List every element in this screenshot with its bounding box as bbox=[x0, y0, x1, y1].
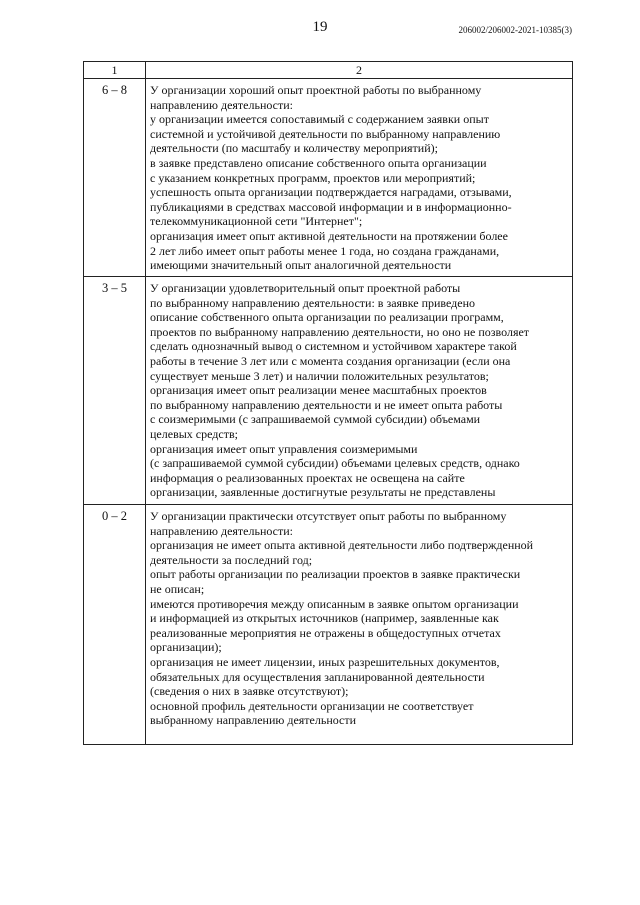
column-header-1: 1 bbox=[84, 62, 146, 79]
description-line: организация имеет опыт реализации менее масштабных проектов bbox=[150, 383, 487, 398]
description-line: и информацией из открытых источников (например, заявленные как bbox=[150, 611, 499, 626]
score-cell: 3 – 5 bbox=[84, 277, 146, 505]
description-line: работы в течение 3 лет или с момента создания организации (если она bbox=[150, 353, 511, 368]
description-line: существует меньше 3 лет) и наличии положительных результатов; bbox=[150, 368, 489, 383]
description-line: (с запрашиваемой суммой субсидии) объемами целевых средств, однако bbox=[150, 456, 520, 471]
criteria-table bbox=[83, 61, 573, 745]
description-line: организация имеет опыт активной деятельности на протяжении более bbox=[150, 228, 508, 243]
table-row bbox=[84, 277, 573, 505]
description-line: организации, заявленные достигнутые результаты не представлены bbox=[150, 485, 496, 500]
document-code: 206002/206002-2021-10385(3) bbox=[458, 25, 572, 35]
score-cell: 0 – 2 bbox=[84, 505, 146, 745]
description-line: выбранному направлению деятельности bbox=[150, 713, 357, 728]
table-row bbox=[84, 79, 573, 277]
description-line: информация о реализованных проектах не освещена на сайте bbox=[150, 470, 465, 485]
description-cell bbox=[146, 277, 573, 505]
description-line: в заявке представлено описание собственного опыта организации bbox=[150, 155, 487, 170]
description-line: направлению деятельности: bbox=[150, 97, 293, 112]
description-line: У организации удовлетворительный опыт проектной работы bbox=[150, 281, 461, 295]
description-line: у организации имеется сопоставимый с содержанием заявки опыт bbox=[150, 112, 489, 127]
description-line: имеющими значительный опыт аналогичной деятельности bbox=[150, 258, 452, 273]
description-cell bbox=[146, 505, 573, 745]
description-line: с соизмеримыми (с запрашиваемой суммой субсидии) объемами bbox=[150, 412, 481, 427]
description-line: деятельности (по масштабу и количеству мероприятий); bbox=[150, 141, 438, 156]
description-line: деятельности за последний год; bbox=[150, 552, 313, 567]
description-line: организация имеет опыт управления соизмеримыми bbox=[150, 441, 418, 456]
description-line: по выбранному направлению деятельности: в заявке приведено bbox=[150, 295, 476, 310]
description-line: 2 лет либо имеет опыт работы менее 1 года, но создана гражданами, bbox=[150, 243, 500, 258]
page-number: 19 bbox=[312, 19, 328, 35]
description-line: основной профиль деятельности организации не соответствует bbox=[150, 698, 474, 713]
description-line: организации); bbox=[150, 640, 222, 655]
description-line: с указанием конкретных программ, проектов или мероприятий; bbox=[150, 170, 476, 185]
description-line: описание собственного опыта организации по реализации программ, bbox=[150, 310, 504, 325]
description-line: системной и устойчивой деятельности по выбранному направлению bbox=[150, 126, 501, 141]
description-line: реализованные мероприятия не отражены в общедоступных отчетах bbox=[150, 625, 501, 640]
description-line: целевых средств; bbox=[150, 426, 238, 441]
description-line: У организации хороший опыт проектной работы по выбранному bbox=[150, 83, 482, 97]
description-line: проектов по выбранному направлению деятельности, но оно не позволяет bbox=[150, 324, 530, 339]
score-cell: 6 – 8 bbox=[84, 79, 146, 277]
column-header-2: 2 bbox=[146, 62, 573, 79]
description-line: не описан; bbox=[150, 581, 205, 596]
description-line: опыт работы организации по реализации проектов в заявке практически bbox=[150, 567, 521, 582]
table-row bbox=[84, 505, 573, 745]
description-line: по выбранному направлению деятельности и не имеет опыта работы bbox=[150, 397, 503, 412]
description-line: сделать однозначный вывод о системном и устойчивом характере такой bbox=[150, 339, 517, 354]
description-line: (сведения о них в заявке отсутствуют); bbox=[150, 684, 349, 699]
description-line: организация не имеет опыта активной деятельности либо подтвержденной bbox=[150, 538, 534, 553]
description-cell bbox=[146, 79, 573, 277]
description-line: обязательных для осуществления запланированной деятельности bbox=[150, 669, 485, 684]
description-line: У организации практически отсутствует опыт работы по выбранному bbox=[150, 509, 507, 523]
description-line: организация не имеет лицензии, иных разрешительных документов, bbox=[150, 654, 500, 669]
header-row bbox=[84, 62, 573, 79]
description-line: публикациями в средствах массовой информации и в информационно- bbox=[150, 199, 512, 214]
description-line: успешность опыта организации подтверждается наградами, отзывами, bbox=[150, 185, 512, 200]
description-line: имеются противоречия между описанным в заявке опытом организации bbox=[150, 596, 519, 611]
description-line: направлению деятельности: bbox=[150, 523, 293, 538]
description-line: телекоммуникационной сети "Интернет"; bbox=[150, 214, 363, 229]
